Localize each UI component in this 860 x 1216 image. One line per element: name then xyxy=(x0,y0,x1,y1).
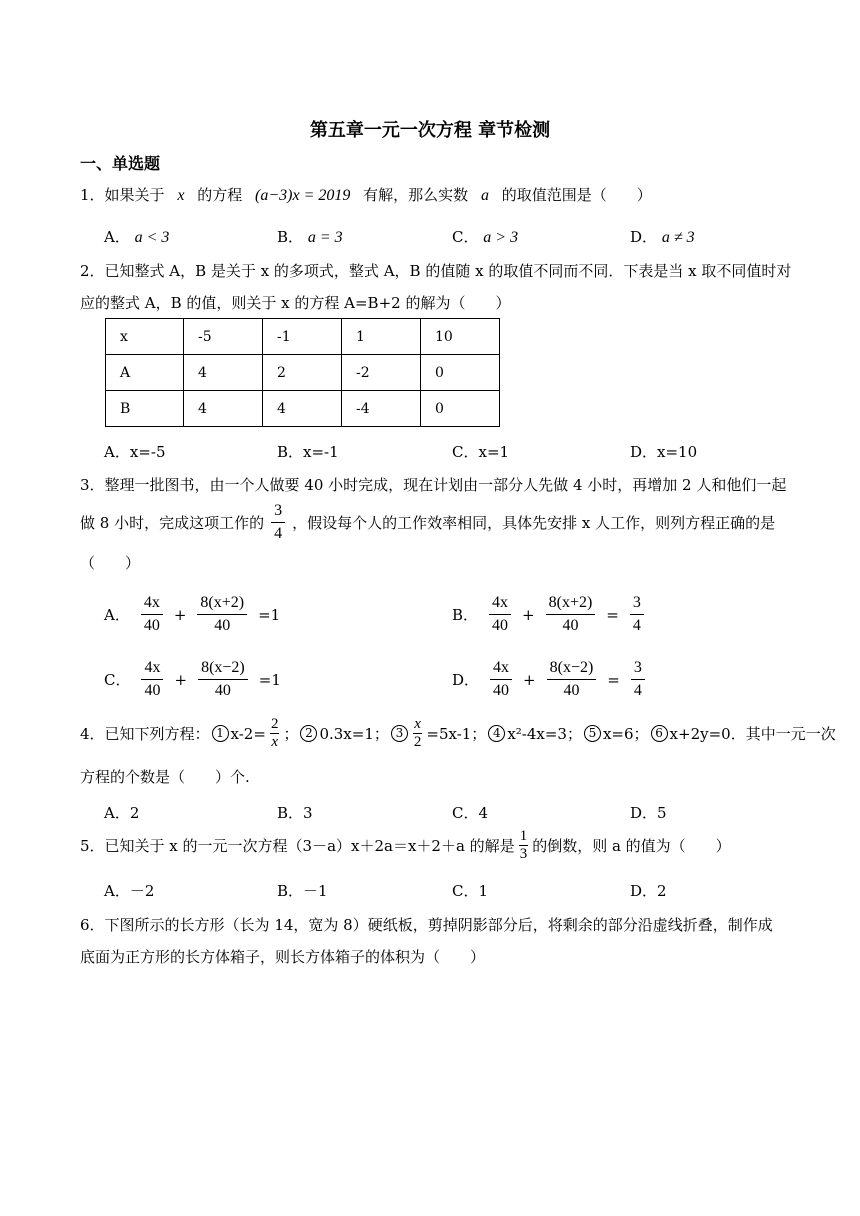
table-cell: B xyxy=(106,391,184,427)
value-table xyxy=(105,318,500,427)
q2-option-a[interactable]: A．x=-5 xyxy=(104,443,166,461)
q4-eq1-fraction: $\frac{2}{x}$ xyxy=(270,716,279,750)
q5-prefix: 5．已知关于 x 的一元一次方程（3－a）x＋2a＝x＋2＋a 的解是 xyxy=(80,837,515,855)
circled-number-icon: 4 xyxy=(488,725,505,742)
circled-number-icon: 5 xyxy=(584,725,601,742)
q6-line-2: 底面为正方形的长方体箱子，则长方体箱子的体积为（ ） xyxy=(80,948,486,966)
q3-line-3: （ ） xyxy=(80,554,141,572)
q4-eq2: 0.3x=1； xyxy=(319,725,389,743)
question-1 xyxy=(80,184,652,205)
q3-line-1: 3．整理一批图书，由一个人做要 40 小时完成，现在计划由一部分人先做 4 小时，再增加 2 人和他们一起 xyxy=(80,476,787,494)
q3-option-c[interactable]: C． $\frac{4x}{40}$ + $\frac{8(x-2)}{40}$ =1 xyxy=(104,659,281,699)
q6-line-1: 6．下图所示的长方形（长为 14，宽为 8）硬纸板，剪掉阴影部分后，将剩余的部分沿虚线折叠，制作成 xyxy=(80,916,773,934)
table-cell: 0 xyxy=(421,355,500,391)
table-row xyxy=(106,319,500,355)
q1-suffix: 有解，那么实数 xyxy=(363,186,469,204)
q4-option-b[interactable]: B．3 xyxy=(277,804,313,822)
table-cell: 4 xyxy=(184,355,263,391)
q3-text: 做 8 小时，完成这项工作的 xyxy=(80,514,265,532)
q1-option-b[interactable]: B． a = 3 xyxy=(277,228,343,246)
q5-suffix: 的倒数，则 a 的值为（ ） xyxy=(532,837,731,855)
q1-option-a[interactable]: A． a < 3 xyxy=(104,228,170,246)
q4-line-2: 方程的个数是（ ）个. xyxy=(80,768,250,786)
q4-eq3-fraction: $\frac{x}{2}$ xyxy=(413,716,422,750)
q1-var-x: x xyxy=(177,187,185,204)
q3-option-b[interactable]: B． $\frac{4x}{40}$ + $\frac{8(x+2)}{40}$ = $\frac{3}{4}$ xyxy=(452,592,647,637)
q4-line-1 xyxy=(80,716,836,751)
q1-option-d[interactable]: D． a ≠ 3 xyxy=(630,228,695,246)
q5-fraction: $\frac{1}{3}$ xyxy=(519,828,528,862)
circled-number-icon: 3 xyxy=(391,725,408,742)
q3-option-a[interactable]: A． $\frac{4x}{40}$ + $\frac{8(x+2)}{40}$ =1 xyxy=(104,594,281,634)
page-title: 第五章一元一次方程 章节检测 xyxy=(309,120,551,141)
table-cell: 1 xyxy=(342,319,421,355)
q4-eq5: x=6； xyxy=(602,725,649,743)
q1-option-c[interactable]: C． a > 3 xyxy=(452,228,519,246)
q3-option-d[interactable]: D． $\frac{4x}{40}$ + $\frac{8(x-2)}{40}$ = $\frac{3}{4}$ xyxy=(452,657,648,702)
q4-eq1: x-2= xyxy=(230,724,266,743)
q1-mid: 的方程 xyxy=(197,186,243,204)
q5-option-a[interactable]: A．－2 xyxy=(104,882,155,900)
q1-tail: 的取值范围是（ ） xyxy=(501,186,652,204)
circled-number-icon: 2 xyxy=(300,725,317,742)
table-cell: 4 xyxy=(184,391,263,427)
q1-prefix: 1．如果关于 xyxy=(80,186,165,204)
q4-eq4: x²-4x=3； xyxy=(507,725,582,743)
table-cell: -1 xyxy=(263,319,342,355)
q4-option-d[interactable]: D．5 xyxy=(630,804,667,822)
table-cell: 10 xyxy=(421,319,500,355)
q1-var-a: a xyxy=(480,187,489,204)
table-cell: -5 xyxy=(184,319,263,355)
q5-option-d[interactable]: D．2 xyxy=(630,882,667,900)
q4-prefix: 4．已知下列方程： xyxy=(80,725,210,743)
circled-number-icon: 6 xyxy=(651,725,668,742)
circled-number-icon: 1 xyxy=(212,725,229,742)
q2-line-2: 应的整式 A，B 的值，则关于 x 的方程 A=B+2 的解为（ ） xyxy=(80,294,511,312)
q4-option-a[interactable]: A．2 xyxy=(104,804,140,822)
table-cell: -4 xyxy=(342,391,421,427)
table-cell: 0 xyxy=(421,391,500,427)
q5-line-1 xyxy=(80,828,731,863)
table-cell: -2 xyxy=(342,355,421,391)
q5-option-c[interactable]: C．1 xyxy=(452,882,489,900)
table-cell: A xyxy=(106,355,184,391)
q5-option-b[interactable]: B．－1 xyxy=(277,882,328,900)
table-row xyxy=(106,355,500,391)
table-cell: 2 xyxy=(263,355,342,391)
section-heading: 一、单选题 xyxy=(80,154,161,173)
table-cell: 4 xyxy=(263,391,342,427)
q2-option-c[interactable]: C．x=1 xyxy=(452,443,510,461)
q4-eq6: x+2y=0．其中一元一次 xyxy=(669,725,836,743)
q3-line-2 xyxy=(80,500,775,545)
q4-eq3: =5x-1； xyxy=(426,725,487,743)
q2-line-1: 2．已知整式 A，B 是关于 x 的多项式，整式 A，B 的值随 x 的取值不同而不同．下表是当 x 取不同值时对 xyxy=(80,262,792,280)
q1-equation: (a−3)x = 2019 xyxy=(255,187,351,204)
q2-option-b[interactable]: B．x=-1 xyxy=(277,443,339,461)
q2-option-d[interactable]: D．x=10 xyxy=(630,443,698,461)
table-cell: x xyxy=(106,319,184,355)
table-row xyxy=(106,391,500,427)
q3-fraction: $\frac{3}{4}$ xyxy=(271,500,285,545)
q4-sep: ； xyxy=(283,725,299,743)
q4-option-c[interactable]: C．4 xyxy=(452,804,489,822)
q3-text: ，假设每个人的工作效率相同，具体先安排 x 人工作，则列方程正确的是 xyxy=(292,514,776,532)
